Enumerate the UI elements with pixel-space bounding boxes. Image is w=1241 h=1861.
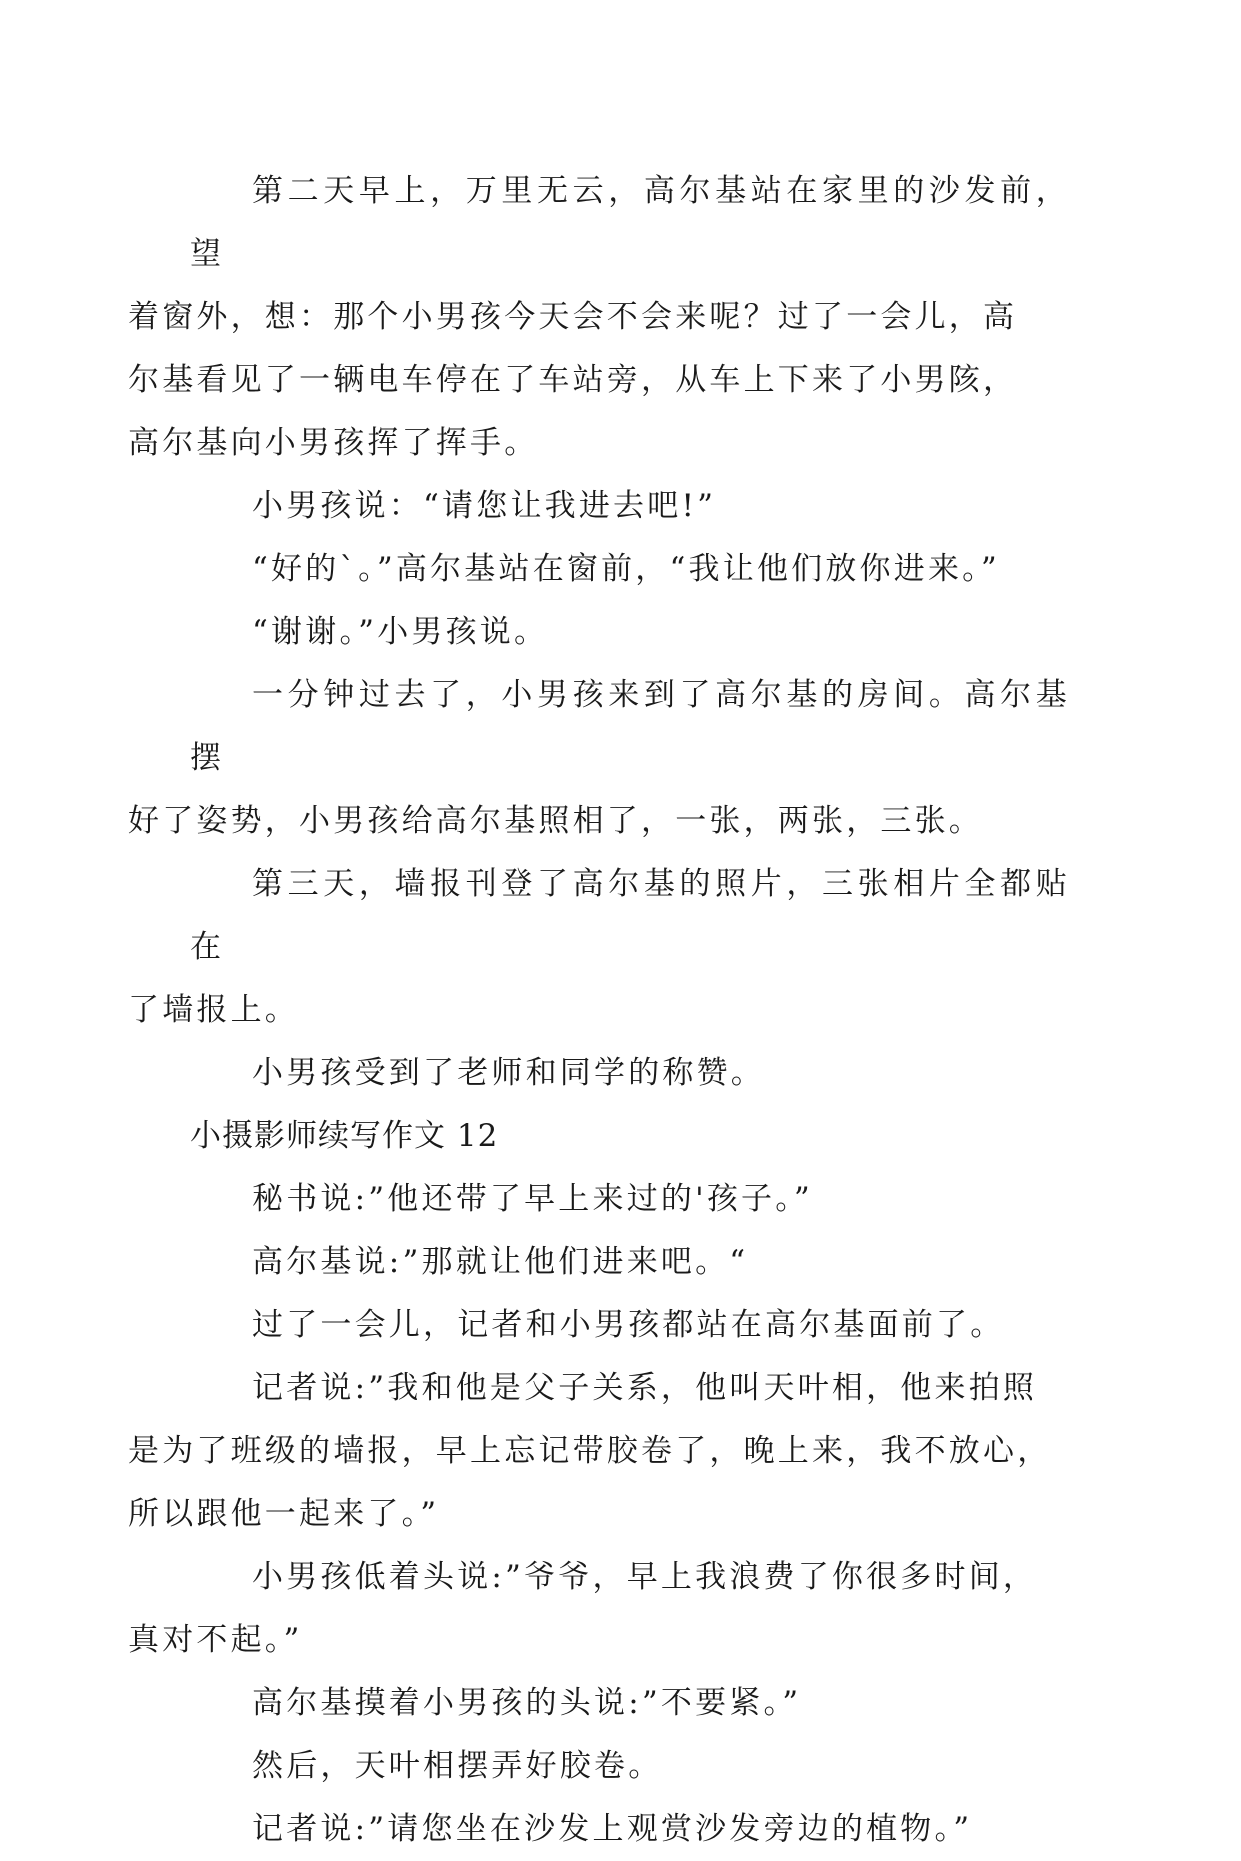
document-page bbox=[128, 160, 1070, 1861]
text-line: 第三天，墙报刊登了高尔基的照片，三张相片全都贴在 bbox=[190, 866, 1070, 965]
text-line: 着窗外，想：那个小男孩今天会不会来呢？过了一会儿，高 bbox=[128, 299, 1018, 335]
paragraph bbox=[128, 664, 1070, 853]
paragraph bbox=[128, 853, 1070, 1042]
text-line: 秘书说:”他还带了早上来过的'孩子。” bbox=[252, 1181, 813, 1217]
text-line: 过了一会儿，记者和小男孩都站在高尔基面前了。 bbox=[252, 1307, 1005, 1343]
text-line: 记者说:”请您坐在沙发上观赏沙发旁边的植物。” bbox=[252, 1811, 973, 1847]
text-line: 高尔基摸着小男孩的头说:”不要紧。” bbox=[252, 1685, 802, 1721]
text-line: 所以跟他一起来了。” bbox=[128, 1496, 440, 1532]
paragraph bbox=[128, 1357, 1070, 1546]
text-line: 记者说:”我和他是父子关系，他叫天叶相，他来拍照 bbox=[252, 1370, 1038, 1406]
paragraph bbox=[190, 1168, 1070, 1231]
text-line: 一分钟过去了，小男孩来到了高尔基的房间。高尔基摆 bbox=[190, 677, 1070, 776]
text-line: “好的`。”高尔基站在窗前，“我让他们放你进来。” bbox=[252, 551, 1000, 587]
text-line: 好了姿势，小男孩给高尔基照相了，一张，两张，三张。 bbox=[128, 803, 983, 839]
text-line: 尔基看见了一辆电车停在了车站旁，从车上下来了小男陔， bbox=[128, 362, 1018, 398]
text-line: 小男孩受到了老师和同学的称赞。 bbox=[252, 1055, 765, 1091]
paragraph bbox=[190, 475, 1070, 538]
text-line: 真对不起。” bbox=[128, 1622, 303, 1658]
paragraph bbox=[128, 1546, 1070, 1672]
text-line: 是为了班级的墙报，早上忘记带胶卷了，晚上来，我不放心， bbox=[128, 1433, 1052, 1469]
text-line: 然后，天叶相摆弄好胶卷。 bbox=[252, 1748, 663, 1784]
text-line: 小男孩低着头说:”爷爷，早上我浪费了你很多时间， bbox=[252, 1559, 1038, 1595]
text-line: 高尔基向小男孩挥了挥手。 bbox=[128, 425, 539, 461]
text-line: “谢谢。”小男孩说。 bbox=[252, 614, 549, 650]
paragraph bbox=[190, 1798, 1070, 1861]
paragraph bbox=[190, 601, 1070, 664]
paragraph bbox=[190, 1231, 1070, 1294]
text-line: 第二天早上，万里无云，高尔基站在家里的沙发前，望 bbox=[190, 173, 1070, 272]
paragraph bbox=[190, 1294, 1070, 1357]
text-line: 小男孩说：“请您让我进去吧!” bbox=[252, 488, 717, 524]
paragraph bbox=[190, 1735, 1070, 1798]
text-line: 了墙报上。 bbox=[128, 992, 299, 1028]
section-heading bbox=[190, 1105, 1070, 1168]
paragraph bbox=[190, 1042, 1070, 1105]
paragraph bbox=[128, 160, 1070, 475]
text-line: 高尔基说:”那就让他们进来吧。“ bbox=[252, 1244, 749, 1280]
heading-text: 小摄影师续写作文 12 bbox=[190, 1118, 499, 1154]
paragraph bbox=[190, 538, 1070, 601]
paragraph bbox=[190, 1672, 1070, 1735]
